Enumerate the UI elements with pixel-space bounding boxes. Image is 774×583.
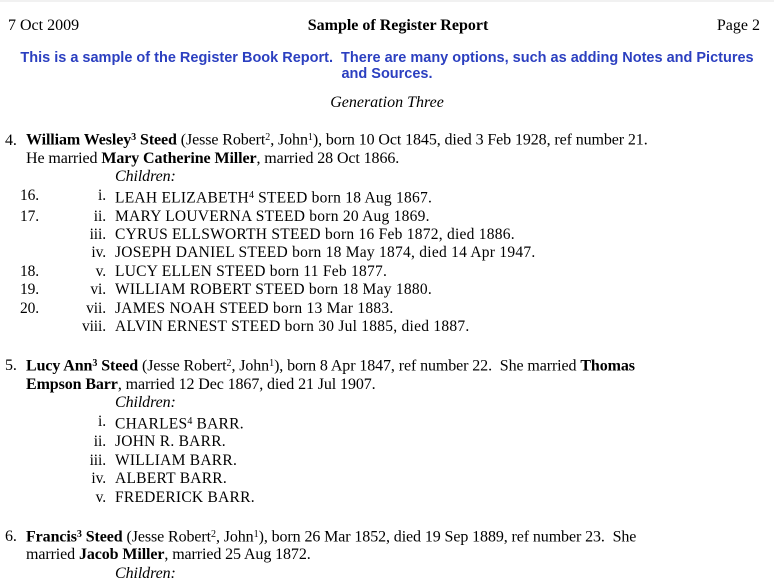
text-run: CHARLES — [115, 415, 187, 432]
child-row — [20, 244, 774, 262]
text-run: (Jesse Robert — [177, 132, 265, 149]
generation-superscript: 1 — [269, 358, 274, 369]
child-row — [20, 470, 774, 488]
generation-superscript: 2 — [211, 529, 216, 540]
entries — [0, 129, 774, 583]
child-roman-numeral: viii. — [68, 318, 106, 336]
child-ref-number: 17. — [20, 208, 68, 226]
child-row — [20, 208, 774, 226]
entry-paragraph — [26, 355, 764, 394]
child-roman-numeral: iii. — [68, 226, 106, 244]
generation-superscript: 3 — [92, 358, 97, 369]
text-run: ), born 26 Mar 1852, died 19 Sep 1889, ref number 23. She — [259, 528, 637, 545]
text-run: Mary Catherine Miller — [101, 150, 256, 167]
child-ref-number: 16. — [20, 187, 68, 208]
child-roman-numeral: vi. — [68, 281, 106, 299]
text-run: MARY LOUVERNA STEED born 20 Aug 1869. — [115, 208, 430, 225]
child-roman-numeral: i. — [68, 413, 106, 434]
generation-superscript: 4 — [249, 190, 254, 201]
child-text — [106, 263, 774, 281]
child-roman-numeral: iii. — [68, 452, 106, 470]
text-run: Francis — [26, 528, 77, 545]
generation-superscript: 3 — [131, 132, 136, 143]
text-run: JAMES NOAH STEED born 13 Mar 1883. — [115, 300, 393, 317]
text-run: , married 25 Aug 1872. — [164, 546, 310, 563]
child-row — [20, 433, 774, 451]
text-run: Thomas — [580, 357, 635, 374]
text-run: , John — [216, 528, 254, 545]
register-entry — [0, 129, 774, 336]
entry-paragraph — [26, 129, 764, 168]
text-run: ), born 8 Apr 1847, ref number 22. She married — [274, 357, 580, 374]
generation-superscript: 4 — [187, 416, 192, 427]
child-row — [20, 318, 774, 336]
generation-heading: Generation Three — [0, 94, 774, 112]
text-run: CYRUS ELLSWORTH STEED born 16 Feb 1872, died 1886. — [115, 226, 515, 243]
child-row — [20, 489, 774, 507]
text-run: He married — [26, 150, 101, 167]
register-entry — [0, 526, 774, 583]
child-text — [106, 470, 774, 488]
text-run: , John — [270, 132, 308, 149]
text-run: William Wesley — [26, 132, 131, 149]
child-roman-numeral: vii. — [68, 300, 106, 318]
text-run: WILLIAM ROBERT STEED born 18 May 1880. — [115, 281, 432, 298]
page-number: Page 2 — [717, 17, 760, 35]
child-roman-numeral: ii. — [68, 208, 106, 226]
child-row — [20, 281, 774, 299]
child-text — [106, 281, 774, 299]
child-text — [106, 208, 774, 226]
text-run: Steed — [97, 357, 138, 374]
entry-number: 4. — [5, 132, 26, 150]
child-ref-number — [20, 433, 68, 451]
child-text — [106, 413, 774, 434]
text-run: Steed — [136, 132, 177, 149]
report-title: Sample of Register Report — [308, 17, 489, 35]
text-run: LEAH ELIZABETH — [115, 189, 249, 206]
text-run: ALBERT BARR. — [115, 470, 227, 487]
text-run: , married 12 Dec 1867, died 21 Jul 1907. — [118, 376, 376, 393]
text-run: (Jesse Robert — [138, 357, 226, 374]
text-run: Steed — [82, 528, 123, 545]
text-run: ALVIN ERNEST STEED born 30 Jul 1885, died 1887. — [115, 318, 469, 335]
child-roman-numeral: ii. — [68, 433, 106, 451]
register-entry — [0, 355, 774, 507]
text-run: Empson Barr — [26, 376, 118, 393]
child-row — [20, 452, 774, 470]
child-ref-number — [20, 226, 68, 244]
child-ref-number — [20, 489, 68, 507]
child-roman-numeral: iv. — [68, 470, 106, 488]
entry-number: 6. — [5, 528, 26, 546]
child-ref-number — [20, 470, 68, 488]
child-text — [106, 244, 774, 262]
text-run: Lucy Ann — [26, 357, 92, 374]
generation-superscript: 3 — [77, 529, 82, 540]
child-text — [106, 226, 774, 244]
child-roman-numeral: i. — [68, 187, 106, 208]
child-row — [20, 263, 774, 281]
text-run: WILLIAM BARR. — [115, 452, 237, 469]
page-header — [0, 2, 774, 35]
report-date: 7 Oct 2009 — [8, 17, 79, 35]
child-roman-numeral: v. — [68, 489, 106, 507]
child-row — [20, 300, 774, 318]
text-run: BARR. — [192, 415, 243, 432]
generation-superscript: 1 — [308, 132, 313, 143]
text-run: LUCY ELLEN STEED born 11 Feb 1877. — [115, 263, 387, 280]
text-run: , married 28 Oct 1866. — [257, 150, 400, 167]
child-roman-numeral: iv. — [68, 244, 106, 262]
child-roman-numeral: v. — [68, 263, 106, 281]
text-run: JOHN R. BARR. — [115, 433, 226, 450]
children-label: Children: — [115, 565, 774, 583]
child-ref-number: 18. — [20, 263, 68, 281]
generation-superscript: 2 — [265, 132, 270, 143]
child-text — [106, 452, 774, 470]
children-label: Children: — [115, 394, 774, 412]
text-run: , John — [231, 357, 269, 374]
child-text — [106, 433, 774, 451]
child-ref-number — [20, 244, 68, 262]
child-text — [106, 489, 774, 507]
sample-notice: This is a sample of the Register Book Report. There are many options, such as adding Notes and Pictures and Sources. — [6, 50, 768, 82]
entry-number: 5. — [5, 357, 26, 375]
child-row — [20, 413, 774, 434]
child-row — [20, 187, 774, 208]
text-run: (Jesse Robert — [123, 528, 211, 545]
child-ref-number — [20, 452, 68, 470]
entry-paragraph — [26, 526, 764, 565]
generation-superscript: 2 — [226, 358, 231, 369]
generation-superscript: 1 — [254, 529, 259, 540]
child-text — [106, 187, 774, 208]
text-run: married — [26, 546, 79, 563]
child-ref-number: 20. — [20, 300, 68, 318]
text-run: Jacob Miller — [79, 546, 164, 563]
text-run: STEED born 18 Aug 1867. — [254, 189, 432, 206]
child-row — [20, 226, 774, 244]
children-label: Children: — [115, 168, 774, 186]
child-ref-number — [20, 318, 68, 336]
child-ref-number: 19. — [20, 281, 68, 299]
child-text — [106, 300, 774, 318]
text-run: ), born 10 Oct 1845, died 3 Feb 1928, ref number 21. — [313, 132, 648, 149]
child-text — [106, 318, 774, 336]
child-ref-number — [20, 413, 68, 434]
text-run: FREDERICK BARR. — [115, 489, 255, 506]
text-run: JOSEPH DANIEL STEED born 18 May 1874, died 14 Apr 1947. — [115, 244, 535, 261]
